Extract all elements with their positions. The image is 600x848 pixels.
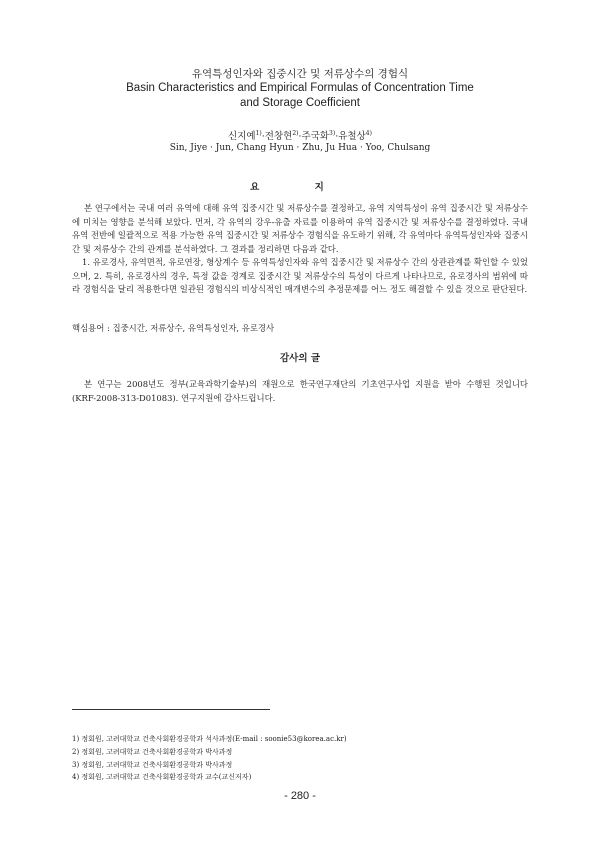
footnote-item: 4) 정회원, 고려대학교 건축사회환경공학과 교수(교신저자) xyxy=(72,773,252,782)
title-en-line2: and Storage Coefficient xyxy=(240,97,360,109)
author-name: 전창현 xyxy=(264,131,293,142)
abstract-heading xyxy=(0,179,600,193)
acknowledgment-text: 본 연구는 2008년도 정부(교육과학기술부)의 재원으로 한국연구재단의 기초연구사업 지원을 받아 수행된 것입니다 (KRF-2008-313-D01083). 연구지원에 감사드립니다. xyxy=(72,379,528,403)
abstract-paragraph-1: 본 연구에서는 국내 여러 유역에 대해 유역 집중시간 및 저류상수를 결정하고, 유역 지역특성이 유역 집중시간 및 저류상수에 미치는 영향을 분석해 보았다. 먼저, 각 유역의 강우-유출 자료를 이용하여 유역 집중시간 및 저류상수를 결정하였다. 국내 유역 전반에 일괄적으로 적용 가능한 유역 집중시간 및 저류상수 경험식을 유도하기 위해, 각 유역마다 유역특성인자와 집중시간 및 저류상수 간의 관계를 분석하였다. 그 결과를 정리하면 다음과 같다. xyxy=(72,203,528,254)
title-en-line1: Basin Characteristics and Empirical Formulas of Concentration Time xyxy=(126,82,474,94)
author-name: 유철상 xyxy=(338,131,366,142)
author-name: 신지예 xyxy=(228,131,256,142)
footnote-item: 2) 정회원, 고려대학교 건축사회환경공학과 박사과정 xyxy=(72,747,233,756)
authors-english: Sin, Jiye · Jun, Chang Hyun · Zhu, Ju Hua · Yoo, Chulsang xyxy=(169,143,431,153)
author-footnote-mark: 4) xyxy=(365,129,372,137)
footnote-divider xyxy=(72,709,270,710)
page-number: - 280 - xyxy=(284,790,316,802)
footnotes xyxy=(72,733,347,784)
author-separator: · xyxy=(298,131,302,142)
acknowledgment-heading: 감사의 글 xyxy=(279,353,320,364)
author-footnote-mark: 3) xyxy=(329,129,336,137)
authors-korean xyxy=(0,128,600,142)
paper-title-english xyxy=(0,81,600,111)
abstract-heading-text: 요 지 xyxy=(250,182,350,193)
author-separator: · xyxy=(335,131,339,142)
author-footnote-mark: 2) xyxy=(292,129,299,137)
keywords: 핵심용어 : 집중시간, 저류상수, 유역특성인자, 유로경사 xyxy=(72,323,275,333)
abstract-paragraph-2: 1. 유로경사, 유역면적, 유로연장, 형상계수 등 유역특성인자와 유역 집중시간 및 저류상수 간의 상관관계를 확인할 수 있었으며, 2. 특히, 유로경사의 경우, 특정 값을 경계로 집중시간 및 저류상수의 특성이 다르게 나타나므로, 유로경사의 범위에 따라 경험식을 달리 적용한다면 일관된 경험식의 비상식적인 매개변수의 추정문제를 어느 정도 해결할 수 있을 것으로 판단된다. xyxy=(72,257,528,295)
footnote-item: 1) 정회원, 고려대학교 건축사회환경공학과 석사과정(E-mail : soonie53@korea.ac.kr) xyxy=(72,735,347,743)
author-footnote-mark: 1) xyxy=(255,129,262,137)
author-name: 주국화 xyxy=(301,131,330,142)
paper-title-korean: 유역특성인자와 집중시간 및 저류상수의 경험식 xyxy=(191,68,409,80)
author-separator: · xyxy=(261,131,265,142)
footnote-item: 3) 정회원, 고려대학교 건축사회환경공학과 박사과정 xyxy=(72,760,233,769)
